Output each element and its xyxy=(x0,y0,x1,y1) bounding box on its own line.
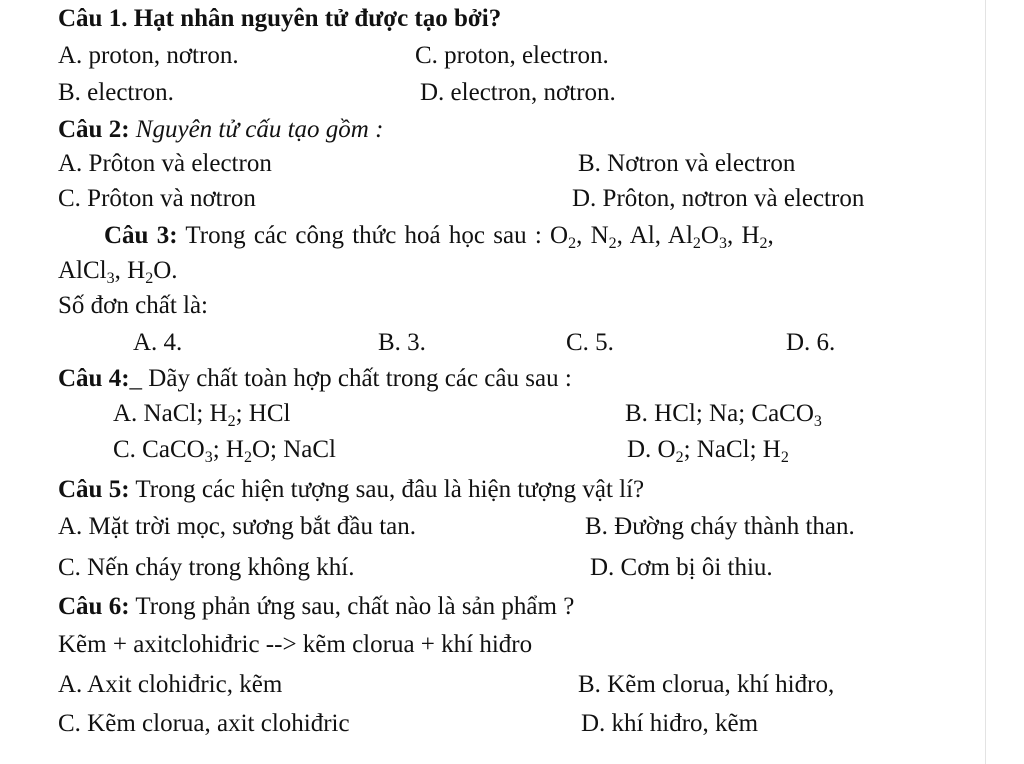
question-3-option-c: C. 5. xyxy=(566,329,614,356)
question-5-label: Câu 5: xyxy=(58,476,130,503)
question-4-heading xyxy=(58,364,572,394)
question-3-option-b: B. 3. xyxy=(378,329,426,356)
question-6-heading xyxy=(58,592,574,622)
question-6-option-b: B. Kẽm clorua, khí hiđro, xyxy=(578,671,835,698)
question-4-option-a: A. NaCl; $H_2$; HCl xyxy=(113,400,291,430)
formula-al: Al, xyxy=(629,222,662,249)
question-3-option-a: A. 4. xyxy=(133,329,183,356)
question-6-option-a: A. Axit clohiđric, kẽm xyxy=(58,671,283,698)
question-2-option-c: C. Prôton và nơtron xyxy=(58,185,256,212)
question-6-reaction: Kẽm + axitclohiđric --> kẽm clorua + khí hiđro xyxy=(58,631,533,658)
question-2-option-b: B. Nơtron và electron xyxy=(578,150,796,177)
question-4-option-c: C. CaCO$_3$; $H_2O$; NaCl xyxy=(113,436,336,466)
question-4-option-b: B. HCl; Na; CaCO$_3$ xyxy=(625,400,822,430)
question-2-heading xyxy=(58,115,383,145)
question-3-label: Câu 3: xyxy=(104,222,178,249)
question-5-option-d: D. Cơm bị ôi thiu. xyxy=(590,554,773,581)
formula-o2: $O_2$, xyxy=(550,222,583,252)
question-4-option-d: D. $O_2$; NaCl; $H_2$ xyxy=(627,436,789,466)
page-edge-divider xyxy=(985,0,986,764)
formula-al2o3: $Al_2O_3$, xyxy=(667,222,734,252)
question-2-option-a: A. Prôton và electron xyxy=(58,150,272,177)
question-1-option-b: B. electron. xyxy=(58,79,174,106)
question-1-option-c: C. proton, electron. xyxy=(415,42,609,69)
question-6-option-d: D. khí hiđro, kẽm xyxy=(581,710,759,737)
question-5-option-b: B. Đường cháy thành than. xyxy=(585,513,855,540)
formula-h2o: $H_2O$. xyxy=(127,257,178,287)
question-3-option-d: D. 6. xyxy=(786,329,836,356)
question-6-label: Câu 6: xyxy=(58,593,130,620)
question-1-label: Câu 1. xyxy=(58,5,128,32)
question-2-option-d: D. Prôton, nơtron và electron xyxy=(572,185,865,212)
question-3-prompt: Số đơn chất là: xyxy=(58,292,208,319)
question-5-option-c: C. Nến cháy trong không khí. xyxy=(58,554,355,581)
question-4-underscore: _ xyxy=(129,365,143,392)
question-1-heading xyxy=(58,4,501,34)
question-5-option-a: A. Mặt trời mọc, sương bắt đầu tan. xyxy=(58,513,416,540)
formula-n2: $N_2$, xyxy=(590,222,623,252)
question-2-text: Nguyên tử cấu tạo gồm : xyxy=(135,116,384,143)
question-1-text: Hạt nhân nguyên tử được tạo bởi? xyxy=(133,5,502,32)
question-2-label: Câu 2: xyxy=(58,116,130,143)
question-5-heading xyxy=(58,475,644,505)
formula-h2: $H_2$, xyxy=(741,222,774,252)
question-6-text: Trong phản ứng sau, chất nào là sản phẩm ? xyxy=(135,593,575,620)
question-3-heading xyxy=(104,221,774,251)
question-1-option-a: A. proton, nơtron. xyxy=(58,42,239,69)
question-6-option-c: C. Kẽm clorua, axit clohiđric xyxy=(58,710,350,737)
question-4-text: Dãy chất toàn hợp chất trong các câu sau : xyxy=(148,365,572,392)
formula-alcl3: AlCl$_3$, xyxy=(58,257,121,287)
question-1-option-d: D. electron, nơtron. xyxy=(420,79,616,106)
question-4-label: Câu 4: xyxy=(58,365,130,392)
question-3-text: Trong các công thức hoá học sau : xyxy=(185,222,542,249)
question-5-text: Trong các hiện tượng sau, đâu là hiện tượng vật lí? xyxy=(135,476,645,503)
question-3-formula-continuation xyxy=(58,256,178,286)
